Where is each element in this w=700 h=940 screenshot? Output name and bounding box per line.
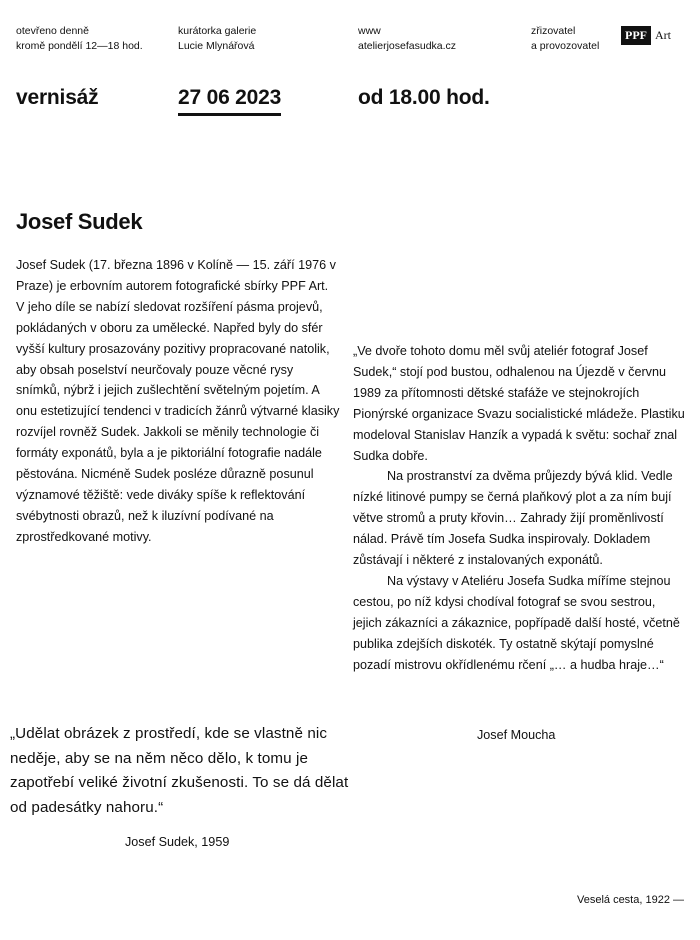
opening-hours-line1: otevřeno denně xyxy=(16,25,89,37)
founder-info xyxy=(531,24,599,54)
article-paragraph: Josef Sudek (17. března 1896 v Kolíně — 15. září 1976 v Praze) je erbovním autorem fotografické sbírky PPF Art. V jeho díle se nabízí sledovat rozšíření pásma projevů, pokládaných v oboru za umělecké. Napřed byly do sfér vyšší kultury prosazovány pozitivy propracované natolik, aby obsah poselství neurčovaly pouze věcné rysy snímků, nýbrž i jejich zušlechtění světelným pojetím. A onu estetizující tendenci v tradicích žánrů výtvarné klasiky rozvíjel rovněž Sudek. Jakkoli se měnily technologie či formáty exponátů, byla a je piktoriální fotografie nadále pěstována. Nicméně Sudek posléze důrazně posunul významové těžiště: vede diváky spíše k reflektování svébytnosti obrazů, než k iluzívní podívané na zprostředkované motivy. xyxy=(16,258,340,544)
right-column-text xyxy=(353,341,685,676)
quote-attribution: Josef Sudek, 1959 xyxy=(125,835,230,849)
article-title: Josef Sudek xyxy=(16,209,143,234)
vernissage-time: od 18.00 hod. xyxy=(358,86,490,109)
right-paragraph-1: „Ve dvoře tohoto domu měl svůj ateliér fotograf Josef Sudek,“ stojí pod bustou, odhalenou na Újezdě v červnu 1989 za přítomnosti dětské stafáže ve stejnokrojích Pionýrské organizace Svazu socialistické mládeže. Plastiku modeloval Stanislav Hanzík a vypadá k světu: sochař znal Sudka dobře. xyxy=(353,344,685,463)
founder-line2: a provozovatel xyxy=(531,40,600,52)
sudek-quote: „Udělat obrázek z prostředí, kde se vlastně nic neděje, aby se na něm něco dělo, k tomu je zapotřebí veliké životní zkušenosti. To se dá dělat od padesátky nahoru.“ xyxy=(10,725,349,816)
website-info xyxy=(358,24,456,54)
ppf-logo-box: PPF xyxy=(621,26,651,45)
photo-caption: Veselá cesta, 1922 — xyxy=(576,894,684,906)
right-paragraph-3: Na výstavy v Ateliéru Josefa Sudka míříme stejnou cestou, po níž kdysi chodíval fotograf se svou sestrou, jejich zákazníci a zákaznice, popřípadě další hosté, včetně publika zdejších diskoték. Ty ostatně skýtají pomyslné pozadí mistrovu okřídlenému rčení „… a hudba hraje…“ xyxy=(353,573,680,672)
founder-line1: zřizovatel xyxy=(531,25,576,37)
ppf-art-logo xyxy=(621,26,671,45)
art-logo-word: Art xyxy=(655,28,671,42)
right-paragraph-2: Na prostranství za dvěma průjezdy bývá klid. Vedle nízké litinové pumpy se černá plaňkový plot a za ním bují větve stromů a pruty křovin… Zahrady žijí proměnlivostí nálad. Právě tím Josefa Sudka inspirovaly. Dokladem zůstávají i některé z instalovaných exponátů. xyxy=(353,469,673,568)
curator-info xyxy=(178,24,256,54)
vernissage-date: 27 06 2023 xyxy=(178,86,281,116)
opening-hours-line2: kromě pondělí 12—18 hod. xyxy=(16,40,143,52)
vernissage-label: vernisáž xyxy=(16,86,99,109)
website-label: www xyxy=(358,25,381,37)
website-link[interactable]: atelierjosefasudka.cz xyxy=(358,40,457,52)
opening-hours xyxy=(16,24,143,54)
curator-label: kurátorka galerie xyxy=(178,25,257,37)
right-signature: Josef Moucha xyxy=(477,728,556,742)
curator-name: Lucie Mlynářová xyxy=(178,40,255,52)
article-body xyxy=(16,255,340,548)
